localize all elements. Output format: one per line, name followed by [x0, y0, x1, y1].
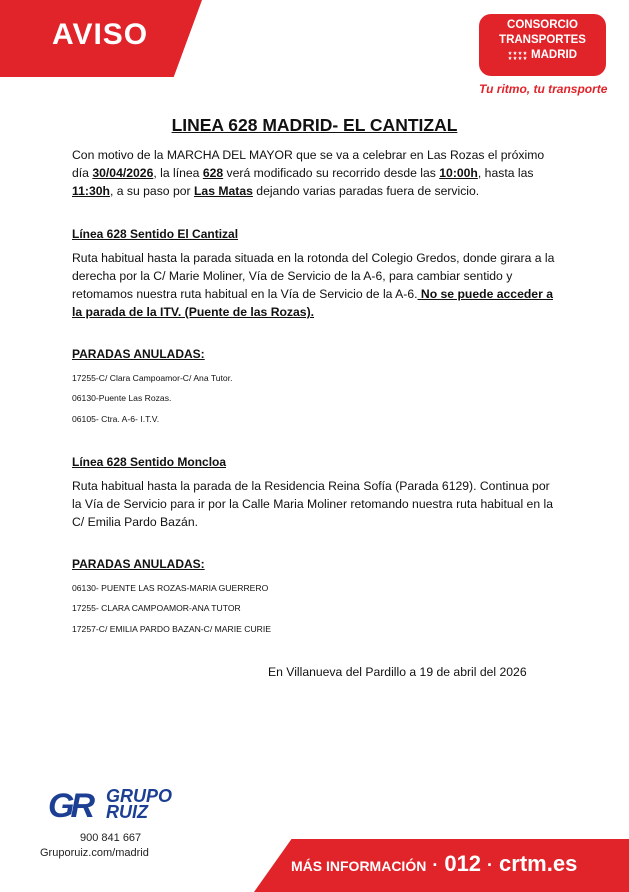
footer-info: [291, 851, 577, 877]
stop-item: 06130-Puente Las Rozas.: [72, 393, 172, 403]
notice-title: LINEA 628 MADRID- EL CANTIZAL: [171, 115, 458, 135]
section2-heading: Línea 628 Sentido Moncloa: [72, 455, 227, 469]
stop-item: 06130- PUENTE LAS ROZAS-MARIA GUERRERO: [72, 583, 269, 593]
stars-icon: [508, 51, 527, 60]
intro-place: Las Matas: [193, 184, 253, 198]
intro-text: dejando varias paradas fuera de servicio.: [252, 184, 480, 198]
grupo-ruiz-logo: [48, 786, 198, 824]
separator: ·: [432, 855, 439, 875]
intro-paragraph: [72, 146, 562, 200]
phone-number: 900 841 667: [80, 832, 142, 844]
intro-text: verá modificado su recorrido desde las: [223, 166, 440, 180]
signature-date: En Villanueva del Pardillo a 19 de abril del 2026: [268, 665, 527, 679]
intro-text: , la línea: [153, 166, 203, 180]
aviso-label: AVISO: [52, 18, 149, 51]
intro-date: 30/04/2026: [92, 166, 154, 180]
consorcio-logo: [479, 14, 606, 76]
logo-line-1: CONSORCIO: [507, 19, 578, 31]
section2-paragraph: Ruta habitual hasta la parada de la Residencia Reina Sofía (Parada 6129). Continua por la Vía de Servicio para ir por la Calle Maria Moliner retomando nuestra ruta habitual en la C/ Emilia Pardo Bazán.: [72, 479, 553, 529]
info-site: crtm.es: [499, 851, 578, 876]
stop-item: 17255- CLARA CAMPOAMOR-ANA TUTOR: [72, 603, 241, 613]
intro-text: , a su paso por: [109, 184, 194, 198]
website: Gruporuiz.com/madrid: [40, 847, 149, 859]
gr-logo-icon: GR: [48, 787, 91, 825]
info-number: 012: [444, 851, 482, 876]
brand-line-2: RUIZ: [106, 802, 148, 822]
stop-item: 06105- Ctra. A-6- I.T.V.: [72, 414, 160, 424]
intro-from-time: 10:00h: [439, 166, 478, 180]
section1-stops-heading: PARADAS ANULADAS:: [72, 347, 205, 361]
stop-item: 17255-C/ Clara Campoamor-C/ Ana Tutor.: [72, 373, 233, 383]
stop-item: 17257-C/ EMILIA PARDO BAZAN-C/ MARIE CURIE: [72, 624, 271, 634]
more-info-label: MÁS INFORMACIÓN: [291, 858, 427, 874]
logo-line-2: TRANSPORTES: [499, 34, 586, 46]
intro-text: Con motivo de la MARCHA DEL MAYOR que se va a celebrar en Las Rozas el próximo día: [72, 148, 545, 180]
section2-stops-heading: PARADAS ANULADAS:: [72, 557, 205, 571]
intro-line: 628: [202, 166, 224, 180]
brand-line-1: GRUPO: [106, 786, 173, 806]
section1-text: Ruta habitual hasta la parada situada en la rotonda del Colegio Gredos, donde girara a la derecha por la C/ Marie Moliner, Vía de Servicio de la A-6, para cambiar sentido y retomamos nuestra ruta habitual en la Vía de Servicio de la A-6.: [72, 251, 555, 301]
intro-text: , hasta las: [477, 166, 534, 180]
intro-to-time: 11:30h: [72, 184, 110, 198]
logo-line-3: MADRID: [531, 49, 577, 61]
separator: ·: [487, 855, 494, 875]
section1-warning: No se puede acceder a la parada de la ITV. (Puente de las Rozas).: [72, 287, 553, 319]
logo-line-3-row: [479, 48, 606, 63]
slogan: Tu ritmo, tu transporte: [479, 82, 608, 96]
grupo-ruiz-words: [106, 788, 172, 820]
section1-paragraph: [72, 249, 562, 321]
section1-heading: Línea 628 Sentido El Cantizal: [72, 227, 239, 241]
